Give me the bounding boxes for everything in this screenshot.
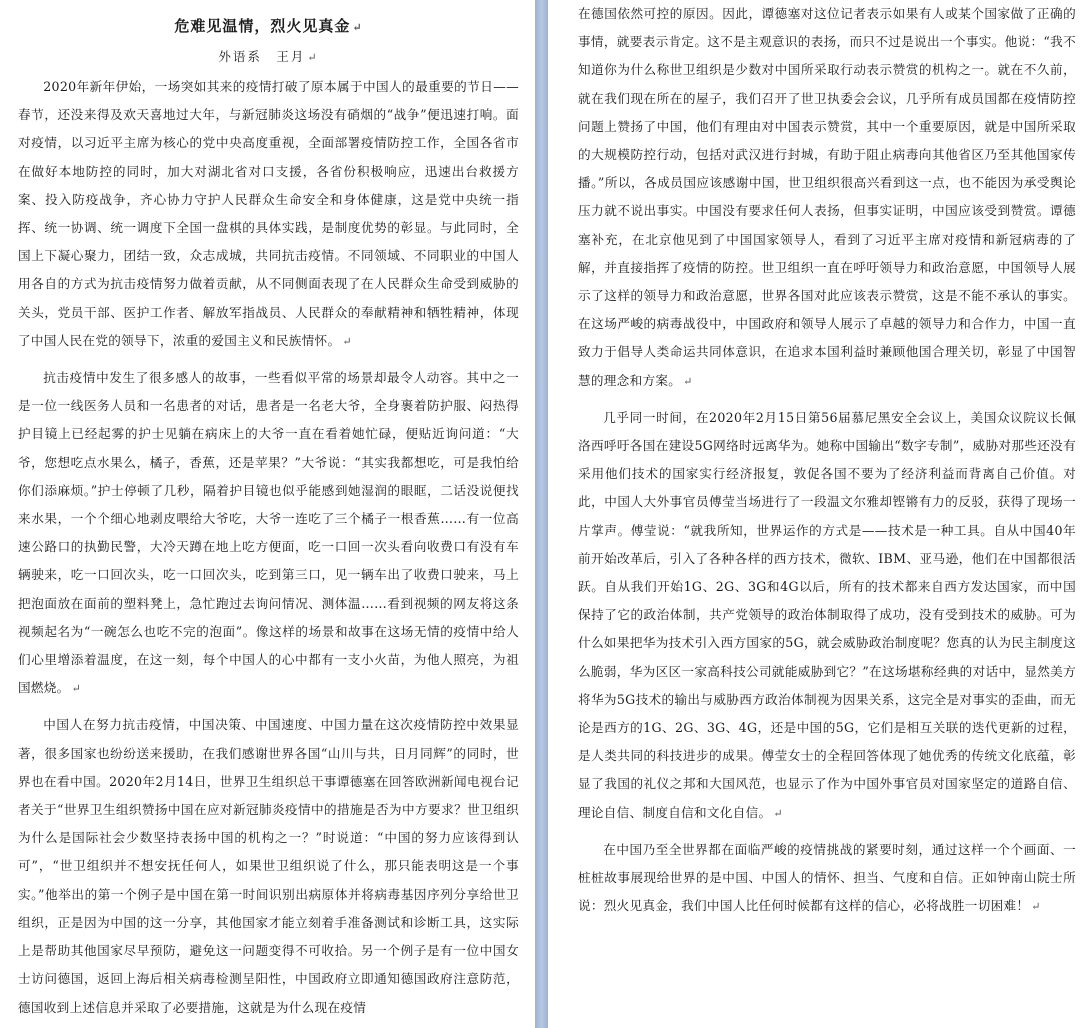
paragraph-mark-icon: ↵ bbox=[352, 21, 363, 34]
paragraph-mark-icon: ↵ bbox=[773, 806, 783, 820]
paragraph-1: 2020年新年伊始，一场突如其来的疫情打破了原本属于中国人的最重要的节日——春节，还没来得及欢天喜地过大年，与新冠肺炎这场没有硝烟的“战争”便迅速打响。面对疫情，以习近平主席为核心的党中央高度重视，全面部署疫情防控工作，全国各省市在做好本地防控的同时，加大对湖北省对口支援，各省份积极响应，迅速出台救援方案、投入防疫战争，齐心协力守护人民群众生命安全和身体健康，这是党中央统一指挥、统一协调、统一调度下全国一盘棋的具体实践，是制度优势的彰显。与此同时，全国上下凝心聚力，团结一致，众志成城，共同抗击疫情。不同领域、不同职业的中国人用各自的方式为抗击疫情努力做着贡献，从不同侧面表现了在人民群众生命受到威胁的关头，党员干部、医护工作者、解放军指战员、人民群众的奉献精神和牺牲精神，体现了中国人民在党的领导下，浓重的爱国主义和民族情怀。 ↵ bbox=[18, 79, 519, 348]
paragraph-3-continued: 在德国依然可控的原因。因此，谭德塞对这位记者表示如果有人或某个国家做了正确的事情，就要表示肯定。这不是主观意识的表扬，而只不过是说出一个事实。他说：“我不知道你为什么称世卫组织是少数对中国所采取行动表示赞赏的机构之一。就在不久前，就在我们现在所在的屋子，我们召开了世卫执委会会议，几乎所有成员国都在疫情防控问题上赞扬了中国，他们有理由对中国表示赞赏，其中一个重要原因，就是中国所采取的大规模防控行动，包括对武汉进行封城，有助于阻止病毒向其他省区乃至其他国家传播。”所以，各成员国应该感谢中国，世卫组织很高兴看到这一点，也不能因为承受舆论压力就不说出事实。中国没有要求任何人表扬，但事实证明，中国应该受到赞赏。谭德塞补充，在北京他见到了中国国家领导人，看到了习近平主席对疫情和新冠病毒的了解，并直接指挥了疫情的防控。世卫组织一直在呼吁领导力和政治意愿，中国领导人展示了这样的领导力和政治意愿，世界各国对此应该表示赞赏，这是不能不承认的事实。在这场严峻的病毒战役中，中国政府和领导人展示了卓越的领导力和合作力，中国一直致力于倡导人类命运共同体意识，在追求本国利益时兼顾他国合理关切，彰显了中国智慧的理念和方案。 ↵ bbox=[578, 6, 1076, 388]
paragraph-mark-icon: ↵ bbox=[342, 334, 352, 348]
left-document-page[interactable] bbox=[0, 0, 535, 1028]
right-document-page[interactable] bbox=[548, 0, 1088, 1028]
document-byline: 外语系 王月 ↵ bbox=[218, 49, 319, 64]
paragraph-4: 几乎同一时间，在2020年2月15日第56届慕尼黑安全会议上，美国众议院议长佩洛西呼吁各国在建设5G网络时远离华为。她称中国输出“数字专制”，威胁对那些还没有采用他们技术的国家实行经济报复，敦促各国不要为了经济利益而背离自己价值。对此，中国人大外事官员傅莹当场进行了一段温文尔雅却铿锵有力的反驳，获得了现场一片掌声。傅莹说：“就我所知，世界运作的方式是——技术是一种工具。自从中国40年前开始改革后，引入了各种各样的西方技术，微软、IBM、亚马逊，他们在中国都很活跃。自从我们开始1G、2G、3G和4G以后，所有的技术都来自西方发达国家，而中国保持了它的政治体制，共产党领导的政治体制取得了成功，没有受到技术的威胁。可为什么如果把华为技术引入西方国家的5G，就会威胁政治制度呢？您真的认为民主制度这么脆弱，华为区区一家高科技公司就能威胁到它？”在这场堪称经典的对话中，显然美方将华为5G技术的输出与威胁西方政治体制视为因果关系，这完全是对事实的歪曲，而无论是西方的1G、2G、3G、4G，还是中国的5G，它们是相互关联的迭代更新的过程，是人类共同的科技进步的成果。傅莹女士的全程回答体现了她优秀的传统文化底蕴，彰显了我国的礼仪之邦和大国风范，也显示了作为中国外事官员对国家坚定的道路自信、理论自信、制度自信和文化自信。 ↵ bbox=[578, 409, 1076, 820]
paragraph-2: 抗击疫情中发生了很多感人的故事，一些看似平常的场景却最令人动容。其中之一是一位一线医务人员和一名患者的对话，患者是一名老大爷，全身裹着防护服、闷热得护目镜上已经起雾的护士见躺在病床上的大爷一直在看着她忙碌，便贴近询问道：“大爷，您想吃点水果么，橘子，香蕉，还是苹果？”大爷说：“其实我都想吃，可是我怕给你们添麻烦。”护士停顿了几秒，隔着护目镜也似乎能感到她湿润的眼眶，二话没说便找来水果，一个个细心地剥皮喂给大爷吃，大爷一连吃了三个橘子一根香蕉……有一位高速公路口的执勤民警，大冷天蹲在地上吃方便面，吃一口回一次头看向收费口有没有车辆驶来，吃一口回次头，吃一口回次头，吃到第三口，见一辆车出了收费口驶来，马上把泡面放在面前的塑料凳上，急忙跑过去询问情况、测体温……看到视频的网友将这条视频起名为“一碗怎么也吃不完的泡面”。像这样的场景和故事在这场无情的疫情中给人们心里增添着温度，在这一刻，每个中国人的心中都有一支小火苗，为他人照亮，为祖国燃烧。 ↵ bbox=[18, 370, 519, 696]
page-gutter bbox=[535, 0, 548, 1028]
document-title: 危难见温情，烈火见真金 ↵ bbox=[174, 17, 363, 35]
paragraph-5: 在中国乃至全世界都在面临严峻的疫情挑战的紧要时刻，通过这样一个个画面、一桩桩故事展现给世界的是中国、中国人的情怀、担当、气度和自信。正如钟南山院士所说：烈火见真金，我们中国人比任何时候都有这样的信心，必将战胜一切困难！ ↵ bbox=[578, 841, 1076, 914]
paragraph-3: 中国人在努力抗击疫情，中国决策、中国速度、中国力量在这次疫情防控中效果显著，很多国家也纷纷送来援助，在我们感谢世界各国“山川与共，日月同辉”的同时，世界也在看中国。2020年2月14日，世界卫生组织总干事谭德塞在回答欧洲新闻电视台记者关于“世界卫生组织赞扬中国在应对新冠肺炎疫情中的措施是否为中方要求？世卫组织为什么是国际社会少数坚持表扬中国的机构之一？”时说道：“中国的努力应该得到认可”，“世卫组织并不想安抚任何人，如果世卫组织说了什么，那只能表明这是一个事实。”他举出的第一个例子是中国在第一时间识别出病原体并将病毒基因序列分享给世卫组织，正是因为中国的这一分享，其他国家才能立刻着手准备测试和诊断工具，这实际上是帮助其他国家尽早预防，避免这一问题变得不可收拾。另一个例子是有一位中国女士访问德国，返回上海后相关病毒检测呈阳性，中国政府立即通知德国政府注意防范，德国收到上述信息并采取了必要措施，这就是为什么现在疫情 bbox=[18, 717, 519, 1015]
paragraph-mark-icon: ↵ bbox=[1031, 900, 1041, 914]
paragraph-mark-icon: ↵ bbox=[683, 374, 693, 388]
paragraph-mark-icon: ↵ bbox=[71, 682, 82, 696]
paragraph-mark-icon: ↵ bbox=[307, 51, 319, 64]
